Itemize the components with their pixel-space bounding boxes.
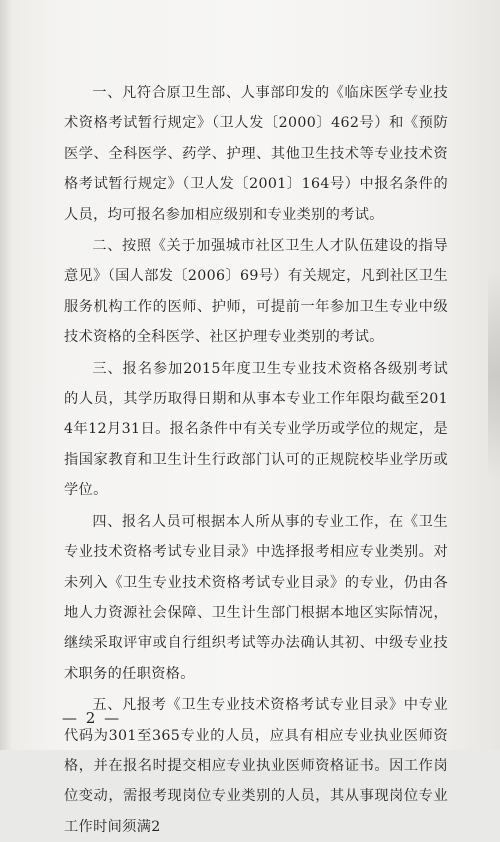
paragraph-4: 四、报名人员可根据本人所从事的专业工作，在《卫生专业技术资格考试专业目录》中选择报考相应专业类别。对未列入《卫生专业技术资格考试专业目录》的专业，仍由各地人力资源社会保障、卫生计生部门根据本地区实际情况，继续采取评审或自行组织考试等办法确认其初、中级专业技术职务的任职资格。 (64, 513, 448, 682)
page-number: — 2 — (62, 709, 122, 727)
paragraph-3: 三、报名参加2015年度卫生专业技术资格各级别考试的人员，其学历取得日期和从事本专业工作年限均截至2014年12月31日。报名条件中有关专业学历或学位的规定，是指国家教育和卫生计生行政部门认可的正规院校毕业学历或学位。 (64, 360, 448, 499)
document-body (64, 78, 448, 842)
paragraph-1: 一、凡符合原卫生部、人事部印发的《临床医学专业技术资格考试暂行规定》（卫人发〔2000〕462号）和《预防医学、全科医学、药学、护理、其他卫生技术等专业技术资格考试暂行规定》（卫人发〔2001〕164号）中报名条件的人员，均可报名参加相应级别和专业类别的考试。 (64, 85, 448, 223)
paragraph-5: 五、凡报考《卫生专业技术资格考试专业目录》中专业代码为301至365专业的人员，应具有相应专业执业医师资格，并在报名时提交相应专业执业医师资格证书。因工作岗位变动，需报考现岗位专业类别的人员，其从事现岗位专业工作时间须满2 (64, 697, 448, 835)
page-edge-shadow (488, 270, 500, 480)
binding-shadow (0, 0, 12, 750)
paragraph-2: 二、按照《关于加强城市社区卫生人才队伍建设的指导意见》（国人部发〔2006〕69号）有关规定，凡到社区卫生服务机构工作的医师、护师，可提前一年参加卫生专业中级技术资格的全科医学、社区护理专业类别的考试。 (64, 238, 448, 346)
